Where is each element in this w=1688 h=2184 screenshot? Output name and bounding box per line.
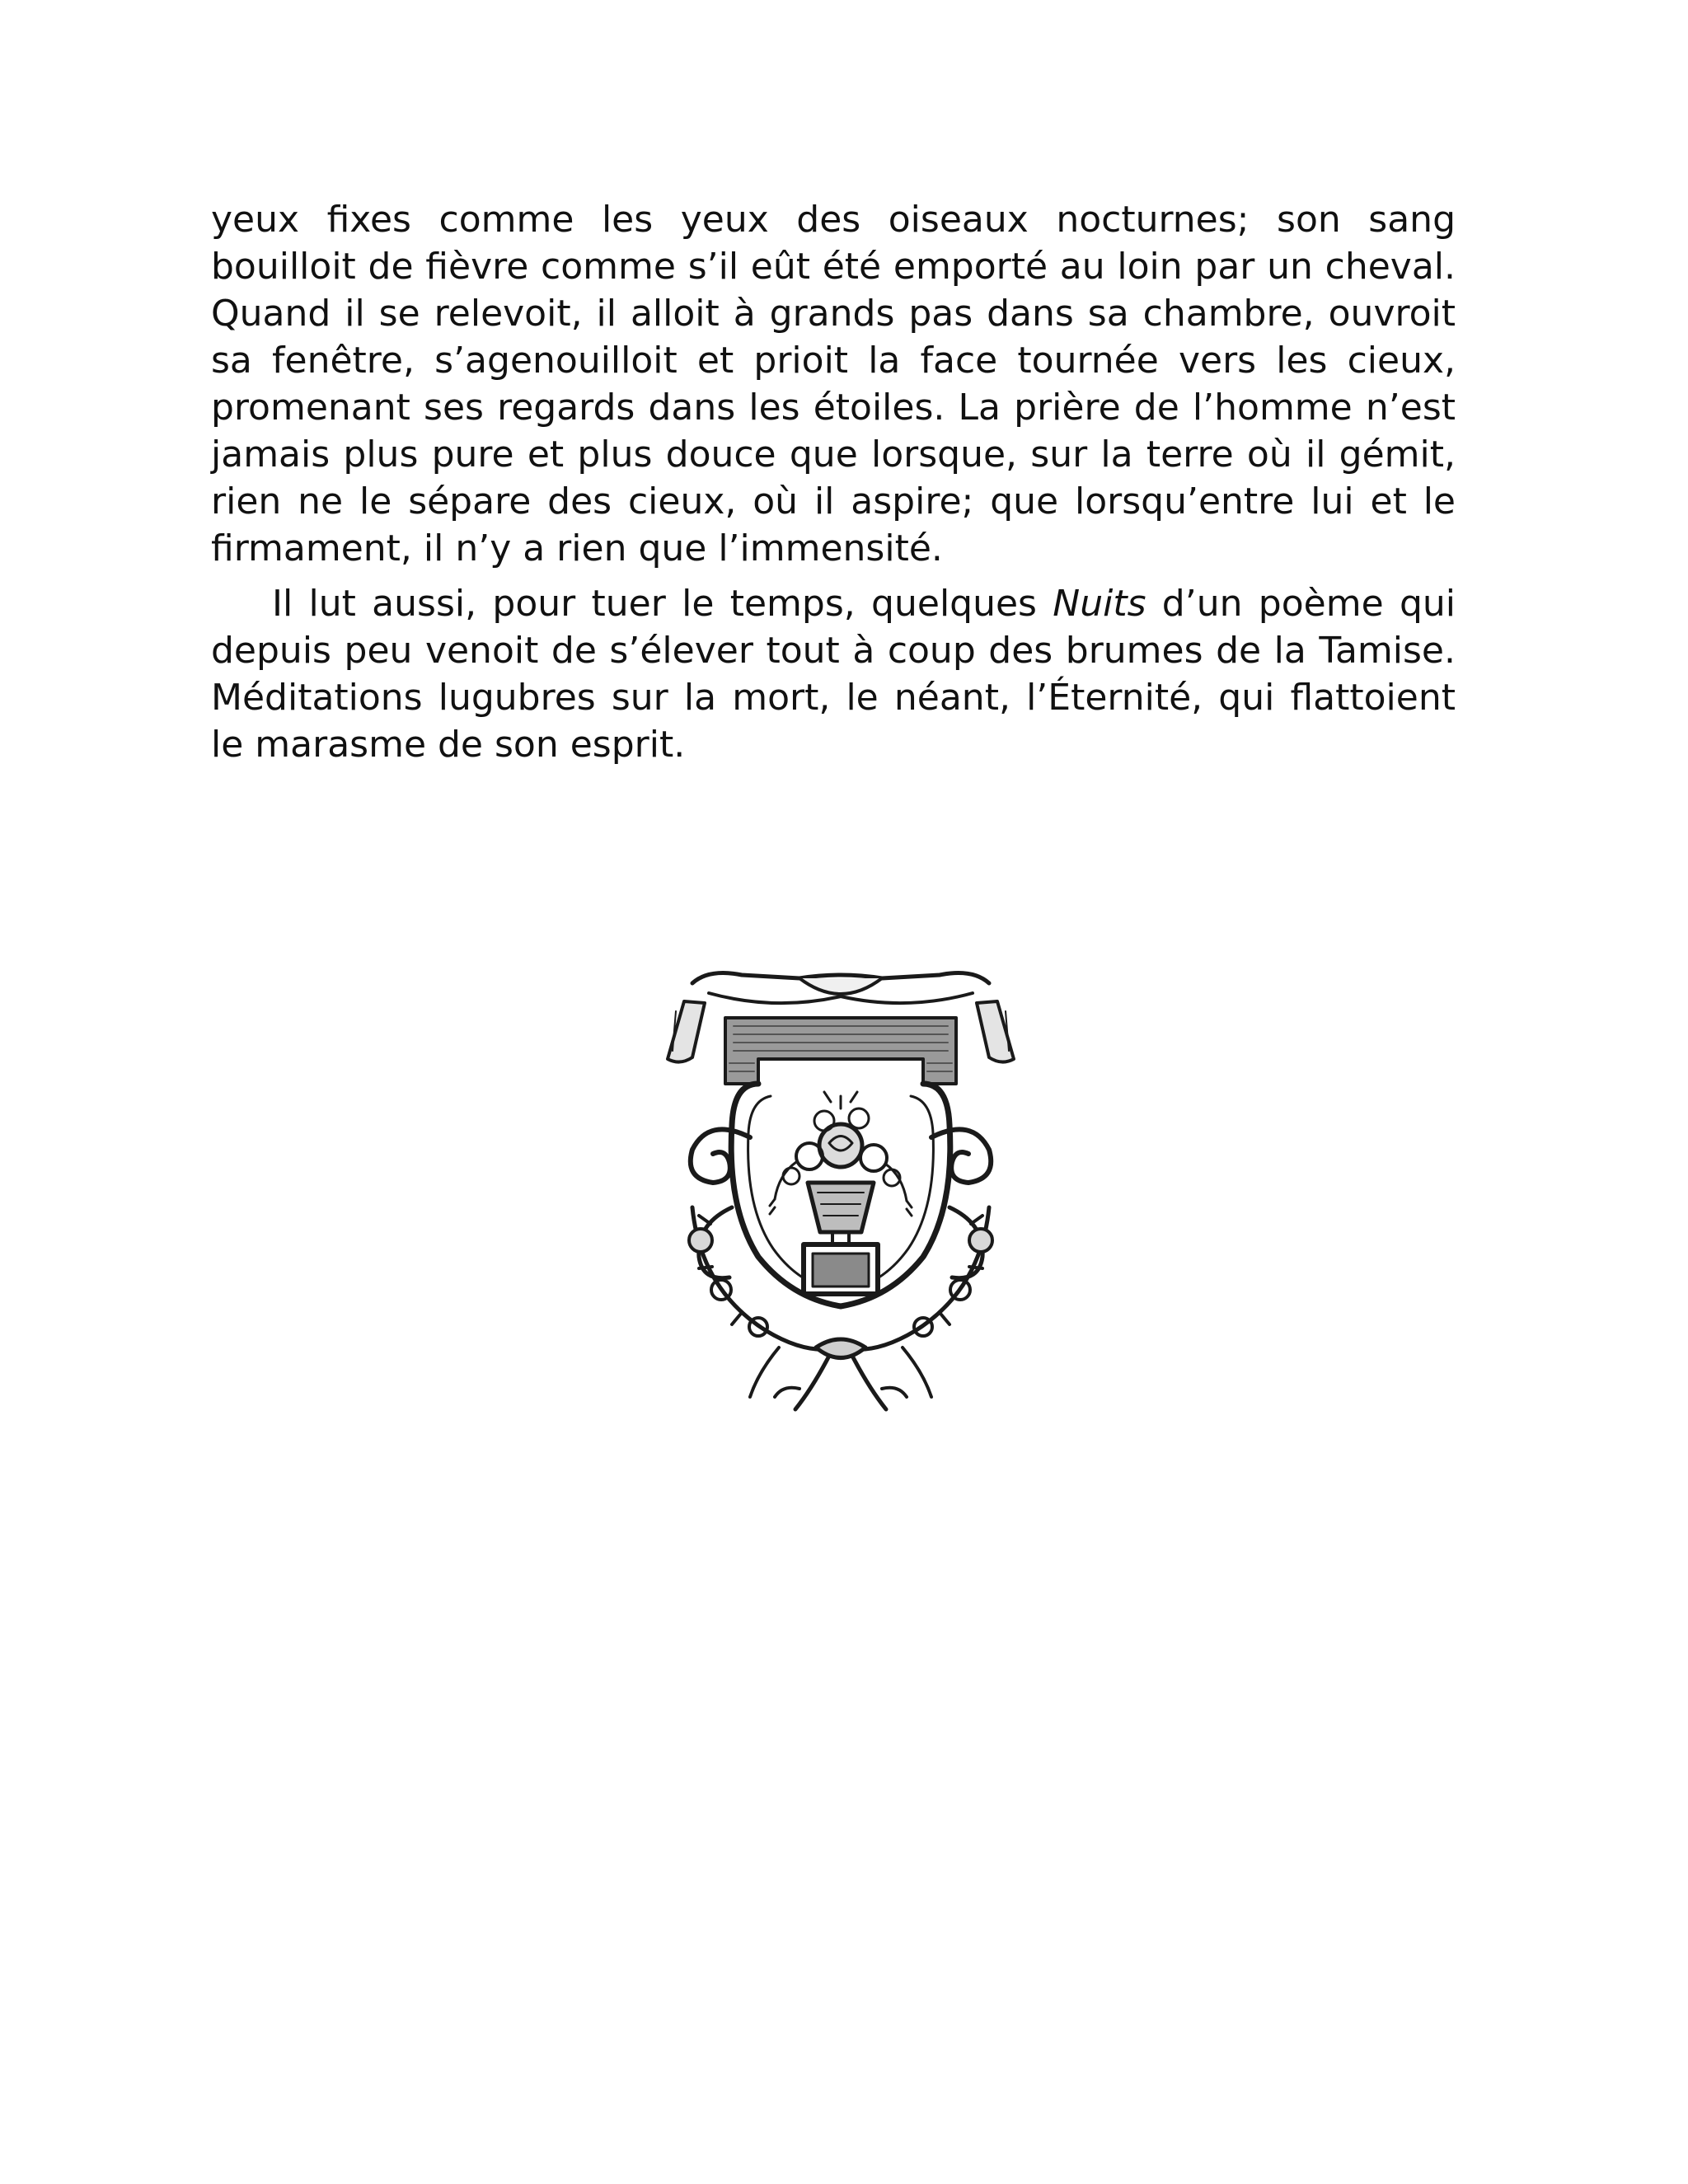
italic-title-nuits: Nuits — [1053, 583, 1146, 625]
paragraph-2-end: d’un poème qui depuis peu venoit de s’élever tout à coup des brumes de la Tamise. Méditations lugubres sur la mort, le néant, l’Éternité, qui flattoient le marasme de son esprit. — [211, 583, 1456, 766]
body-text — [211, 196, 1456, 768]
paragraph-2-start: Il lut aussi, pour tuer le temps, quelques — [272, 583, 1053, 625]
paragraph-1: yeux fixes comme les yeux des oiseaux nocturnes; son sang bouilloit de fièvre comme s’il eût été emporté au loin par un cheval. Quand il se relevoit, il alloit à grands pas dans sa chambre, ouvroit sa fenêtre, s’agenouilloit et prioit la face tournée vers les cieux, promenant ses regards dans les étoiles. La prière de l’homme n’est jamais plus pure et plus douce que lorsque, sur la terre où il gémit, rien ne le sépare des cieux, où il aspire; que lorsqu’entre lui et le firmament, il n’y a rien que l’immensité. — [211, 199, 1456, 569]
engraved-vignette-urn-flowers-icon — [635, 960, 1047, 1422]
paragraph-2 — [211, 580, 1456, 768]
